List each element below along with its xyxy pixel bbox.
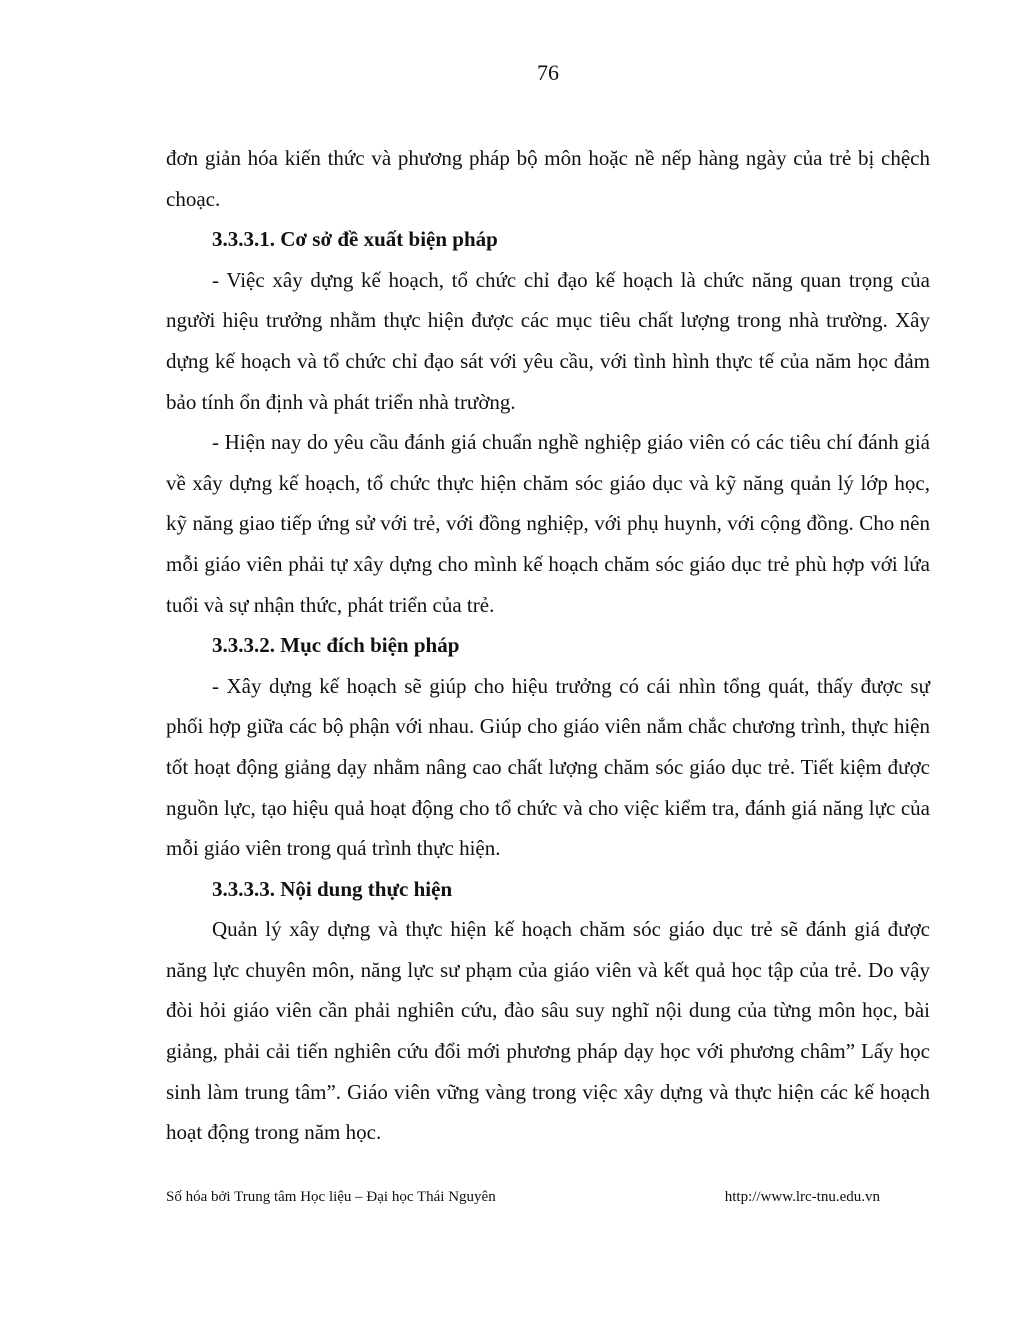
section-heading-3-3-3-1: 3.3.3.1. Cơ sở đề xuất biện pháp — [212, 227, 498, 252]
paragraph: - Việc xây dựng kế hoạch, tổ chức chỉ đạo kế hoạch là chức năng quan trọng của người hiệu trưởng nhằm thực hiện được các mục tiêu chất lượng trong nhà trường. Xây dựng kế hoạch và tổ chức chỉ đạo sát với yêu cầu, với tình hình thực tế của năm học đảm bảo tính ổn định và phát triển nhà trường. — [166, 267, 930, 414]
section-heading-3-3-3-3: 3.3.3.3. Nội dung thực hiện — [212, 876, 453, 901]
paragraph: - Xây dựng kế hoạch sẽ giúp cho hiệu trưởng có cái nhìn tổng quát, thấy được sự phối hợp giữa các bộ phận với nhau. Giúp cho giáo viên nắm chắc chương trình, thực hiện tốt hoạt động giảng dạy nhằm nâng cao chất lượng chăm sóc giáo dục trẻ. Tiết kiệm được nguồn lực, tạo hiệu quả hoạt động cho tổ chức và cho việc kiểm tra, đánh giá năng lực của mỗi giáo viên trong quá trình thực hiện. — [166, 673, 930, 861]
paragraph-continued: đơn giản hóa kiến thức và phương pháp bộ môn hoặc nề nếp hàng ngày của trẻ bị chệch choạc. — [166, 146, 930, 211]
section-heading-3-3-3-2: 3.3.3.2. Mục đích biện pháp — [212, 633, 460, 658]
page-number: 76 — [537, 60, 559, 85]
paragraph: - Hiện nay do yêu cầu đánh giá chuẩn nghề nghiệp giáo viên có các tiêu chí đánh giá về xây dựng kế hoạch, tổ chức thực hiện chăm sóc giáo dục và kỹ năng quản lý lớp học, kỹ năng giao tiếp ứng sử với trẻ, với đồng nghiệp, với phụ huynh, với cộng đồng. Cho nên mỗi giáo viên phải tự xây dựng cho mình kế hoạch chăm sóc giáo dục trẻ phù hợp với lứa tuổi và sự nhận thức, phát triển của trẻ. — [166, 430, 930, 617]
document-body — [166, 138, 930, 1153]
paragraph: Quản lý xây dựng và thực hiện kế hoạch chăm sóc giáo dục trẻ sẽ đánh giá được năng lực chuyên môn, năng lực sư phạm của giáo viên và kết quả học tập của trẻ. Do vậy đòi hỏi giáo viên cần phải nghiên cứu, đào sâu suy nghĩ nội dung của từng môn học, bài giảng, phải cải tiến nghiên cứu đổi mới phương pháp dạy học với phương châm” Lấy học sinh làm trung tâm”. Giáo viên vững vàng trong việc xây dựng và thực hiện các kế hoạch hoạt động trong năm học. — [166, 917, 930, 1145]
footer-digitization-credit: Số hóa bởi Trung tâm Học liệu – Đại học Thái Nguyên — [166, 1189, 496, 1205]
footer-url: http://www.lrc-tnu.edu.vn — [724, 1189, 880, 1205]
